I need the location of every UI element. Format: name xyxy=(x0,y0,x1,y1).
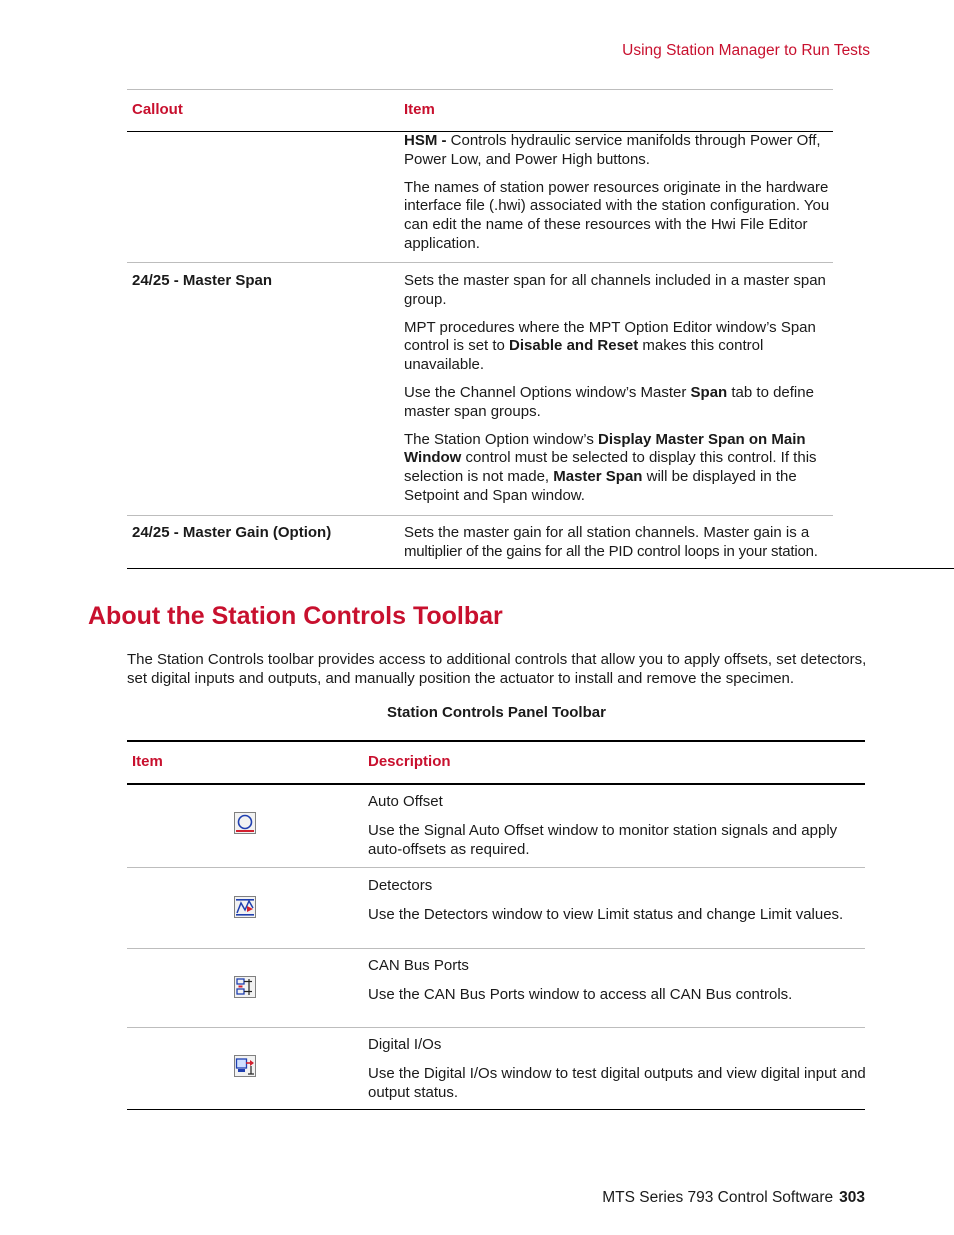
table-top-rule xyxy=(127,89,833,90)
header-rule xyxy=(127,783,865,785)
item-paragraph: Sets the master gain for all station channels. Master gain is a multiplier of the gains for all the PID control loops in your station. xyxy=(404,524,818,560)
running-header: Using Station Manager to Run Tests xyxy=(622,42,870,59)
item-paragraph: MPT procedures where the MPT Option Editor window’s Span control is set to Disable and Reset makes this control unavailable. xyxy=(404,318,816,374)
item-paragraph: Use the Channel Options window’s Master Span tab to define master span groups. xyxy=(404,383,814,420)
callout-master-gain: 24/25 - Master Gain (Option) xyxy=(132,524,332,541)
section-heading: About the Station Controls Toolbar xyxy=(88,602,503,630)
column-header-item: Item xyxy=(132,753,163,770)
row-description: Use the CAN Bus Ports window to access all CAN Bus controls. xyxy=(368,985,793,1003)
row-title: Detectors xyxy=(368,877,433,894)
table-row-hsm xyxy=(404,132,834,254)
table-top-rule xyxy=(127,740,865,742)
table-row-master-span xyxy=(404,272,834,506)
row-divider xyxy=(127,948,865,949)
row-divider xyxy=(127,867,865,868)
item-paragraph: Sets the master span for all channels included in a master span group. xyxy=(404,272,826,308)
digital-io-icon xyxy=(234,1055,256,1077)
item-paragraph: HSM - Controls hydraulic service manifolds through Power Off, Power Low, and Power High buttons. xyxy=(404,132,821,168)
footer-product: MTS Series 793 Control Software xyxy=(602,1189,834,1206)
page-number: 303 xyxy=(839,1189,865,1206)
detectors-icon xyxy=(234,896,256,918)
intro-paragraph: The Station Controls toolbar provides access to additional controls that allow you to apply offsets, set detectors, set digital inputs and outputs, and manually position the actuator to install and remove the specimen. xyxy=(127,651,867,687)
row-title: Digital I/Os xyxy=(368,1036,442,1053)
table-caption: Station Controls Panel Toolbar xyxy=(387,704,606,721)
item-paragraph: The names of station power resources originate in the hardware interface file (.hwi) associated with the station configuration. You can edit the name of these resources with the Hwi File Editor application. xyxy=(404,178,830,252)
table-row-can-bus-ports xyxy=(368,957,868,1005)
column-header-description: Description xyxy=(368,753,451,770)
row-divider xyxy=(127,262,833,263)
row-title: Auto Offset xyxy=(368,793,443,810)
row-description: Use the Signal Auto Offset window to monitor station signals and apply auto-offsets as required. xyxy=(368,821,838,858)
row-divider xyxy=(127,1027,865,1028)
table-row-detectors xyxy=(368,877,868,925)
column-header-item: Item xyxy=(404,101,435,118)
callout-master-span: 24/25 - Master Span xyxy=(132,272,273,289)
table-bottom-rule xyxy=(127,568,954,569)
column-header-callout: Callout xyxy=(132,101,183,118)
row-divider xyxy=(127,515,833,516)
table-row-digital-io xyxy=(368,1036,868,1102)
row-description: Use the Digital I/Os window to test digital outputs and view digital input and output status. xyxy=(368,1064,866,1101)
auto-offset-icon xyxy=(234,812,256,834)
row-title: CAN Bus Ports xyxy=(368,957,469,974)
table-row-master-gain xyxy=(404,524,844,562)
table-bottom-rule xyxy=(127,1109,865,1110)
can-bus-ports-icon xyxy=(234,976,256,998)
row-description: Use the Detectors window to view Limit status and change Limit values. xyxy=(368,905,844,923)
table-row-auto-offset xyxy=(368,793,868,859)
page-footer xyxy=(602,1189,865,1208)
item-paragraph: The Station Option window’s Display Master Span on Main Window control must be selected to display this control. If this selection is not made, Master Span will be displayed in the Setpoint and Span window. xyxy=(404,430,817,504)
